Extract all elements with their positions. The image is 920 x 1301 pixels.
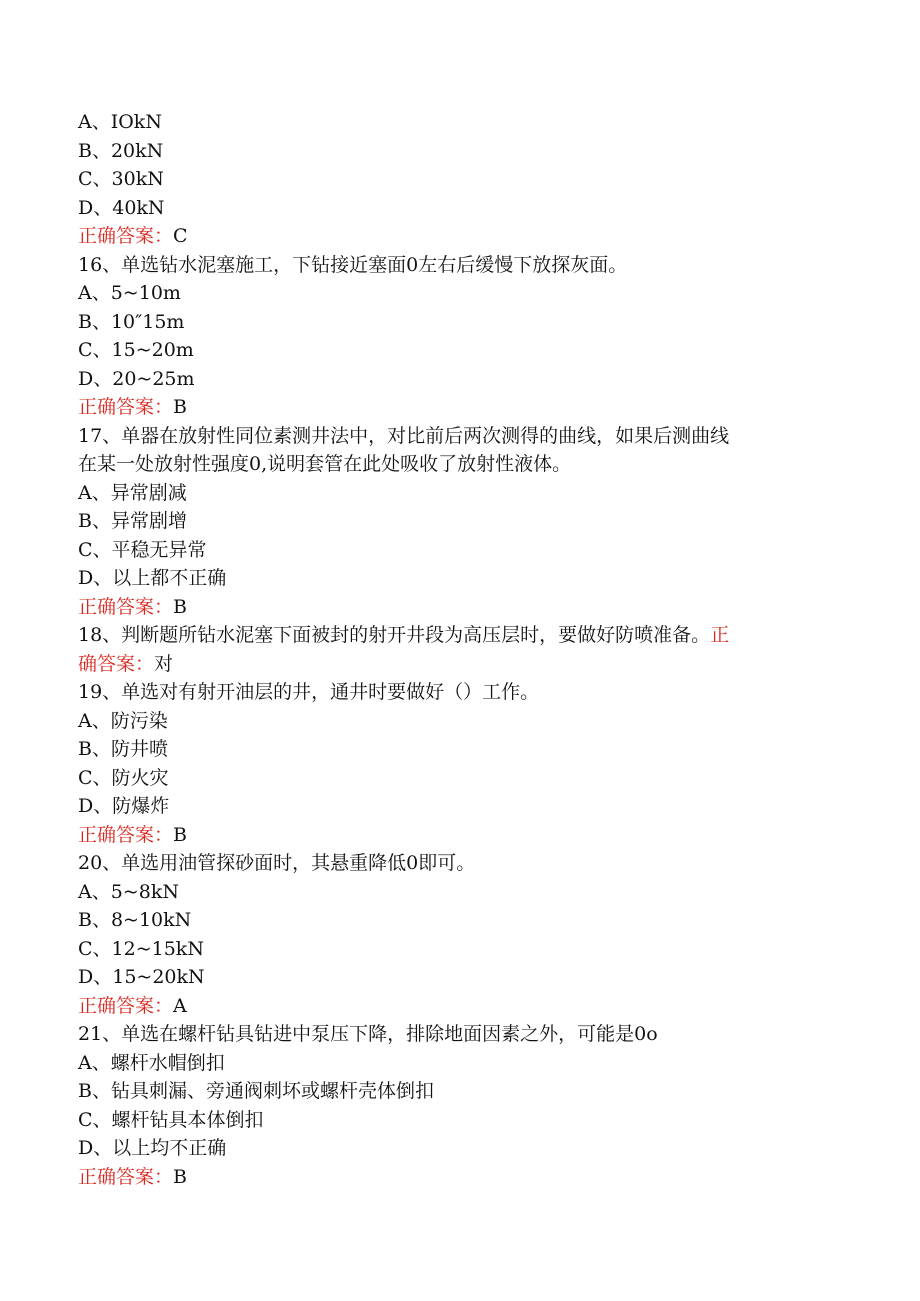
question-block-15 — [78, 108, 838, 251]
answer-value: B — [173, 595, 187, 618]
answer-value: B — [173, 396, 187, 418]
answer-value: B — [173, 823, 187, 846]
option-c: C、螺杆钻具本体倒扣 — [78, 1108, 264, 1131]
answer-label: 正确答案： — [78, 396, 174, 418]
option-a: A、螺杆水帽倒扣 — [78, 1051, 225, 1074]
question-block-18 — [78, 621, 838, 678]
answer-line — [78, 821, 838, 850]
question-stem-line-1 — [78, 621, 838, 650]
answer-line — [78, 1163, 838, 1192]
option-d: D、以上均不正确 — [78, 1137, 227, 1159]
option-a: A、防污染 — [78, 709, 168, 732]
option-c: C、15~20m — [78, 339, 194, 361]
option-a: A、IOkN — [78, 111, 162, 133]
option-d: D、20~25m — [78, 367, 195, 390]
option-b: B、异常剧增 — [78, 510, 187, 532]
option-c: C、防火灾 — [78, 766, 169, 789]
question-stem-line-1: 17、单器在放射性同位素测井法中，对比前后两次测得的曲线，如果后测曲线 — [78, 424, 730, 447]
answer-line — [78, 992, 838, 1021]
question-stem: 19、单选对有射开油层的井，通井时要做好（）工作。 — [78, 681, 540, 703]
answer-label-rest: 确答案： — [78, 652, 155, 675]
question-stem: 16、单选钻水泥塞施工，下钻接近塞面0左右后缓慢下放探灰面。 — [78, 253, 628, 276]
answer-label-start: 正 — [710, 624, 730, 646]
answer-line — [78, 650, 838, 679]
answer-value: A — [173, 994, 187, 1017]
option-b: B、10″15m — [78, 310, 185, 333]
option-d: D、40kN — [78, 196, 165, 219]
answer-line — [78, 393, 838, 422]
question-stem: 21、单选在螺杆钻具钻进中泵压下降，排除地面因素之外，可能是0o — [78, 1023, 658, 1045]
answer-line — [78, 593, 838, 622]
question-stem-line-2: 在某一处放射性强度0,说明套管在此处吸收了放射性液体。 — [78, 453, 572, 475]
question-block-21 — [78, 1020, 838, 1191]
answer-value: B — [173, 1165, 187, 1188]
answer-value: C — [173, 225, 188, 247]
answer-label: 正确答案： — [78, 823, 174, 846]
answer-label: 正确答案： — [78, 994, 174, 1017]
option-a: A、5~10m — [78, 282, 181, 304]
question-stem: 18、判断题所钻水泥塞下面被封的射开井段为高压层时，要做好防喷准备。 — [78, 624, 711, 646]
option-c: C、12~15kN — [78, 937, 204, 960]
option-b: B、8~10kN — [78, 909, 192, 931]
option-a: A、异常剧减 — [78, 481, 187, 504]
question-block-20 — [78, 849, 838, 1020]
option-c: C、30kN — [78, 168, 164, 190]
question-block-17 — [78, 422, 838, 622]
option-d: D、15~20kN — [78, 966, 205, 988]
answer-label: 正确答案： — [78, 225, 174, 247]
answer-line — [78, 222, 838, 251]
option-c: C、平稳无异常 — [78, 538, 207, 561]
question-block-19 — [78, 678, 838, 849]
option-d: D、以上都不正确 — [78, 567, 227, 589]
question-stem: 20、单选用油管探砂面时，其悬重降低0即可。 — [78, 852, 476, 874]
answer-label: 正确答案： — [78, 595, 174, 618]
option-b: B、20kN — [78, 139, 164, 162]
option-a: A、5~8kN — [78, 880, 179, 903]
option-d: D、防爆炸 — [78, 795, 170, 817]
option-b: B、防井喷 — [78, 738, 168, 760]
exam-page — [78, 108, 838, 1191]
option-b: B、钻具刺漏、旁通阀刺坏或螺杆壳体倒扣 — [78, 1080, 434, 1102]
answer-value: 对 — [154, 652, 174, 675]
answer-label: 正确答案： — [78, 1165, 174, 1188]
question-block-16 — [78, 251, 838, 422]
